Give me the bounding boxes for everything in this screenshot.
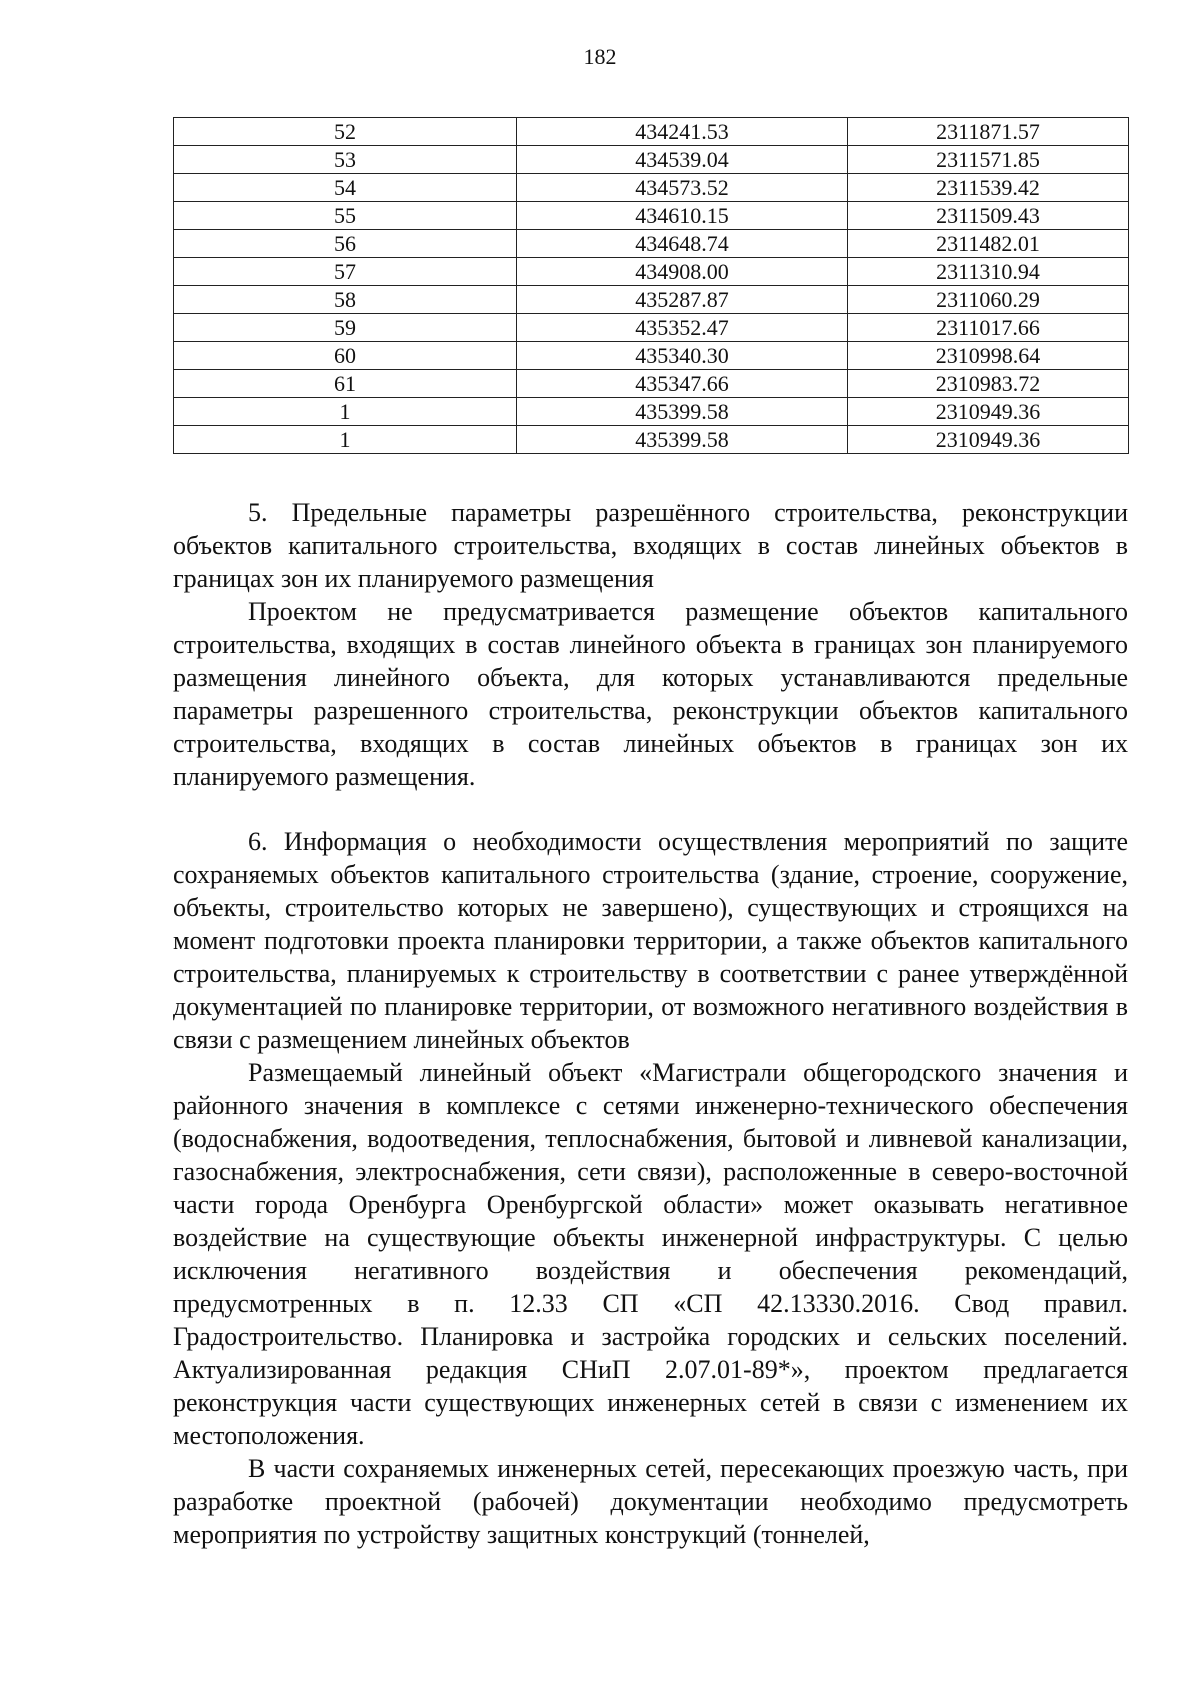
table-row (174, 174, 1129, 202)
point-number-cell: 55 (174, 202, 517, 230)
section-5-paragraph: Проектом не предусматривается размещение объектов капитального строительства, входящих в состав линейного объекта в границах зон планируемого размещения линейного объекта, для которых устанавливаются предельные параметры разрешенного строительства, реконструкции объектов капитального строительства, входящих в состав линейных объектов в границах зон их планируемого размещения. (173, 597, 1128, 791)
section-6-heading: 6. Информация о необходимости осуществления мероприятий по защите сохраняемых объектов капитального строительства (здание, строение, сооружение, объекты, строительство которых не завершено), существующих и строящихся на момент подготовки проекта планировки территории, а также объектов капитального строительства, планируемых к строительству в соответствии с ранее утверждённой документацией по планировке территории, от возможного негативного воздействия в связи с размещением линейных объектов (173, 827, 1128, 1054)
point-number-cell: 52 (174, 118, 517, 146)
table-row (174, 426, 1129, 454)
table-row (174, 230, 1129, 258)
point-number-cell: 54 (174, 174, 517, 202)
point-number-cell: 1 (174, 426, 517, 454)
coordinates-table (173, 117, 1129, 454)
x-coordinate-cell: 434573.52 (517, 174, 848, 202)
point-number-cell: 53 (174, 146, 517, 174)
y-coordinate-cell: 2311310.94 (848, 258, 1129, 286)
y-coordinate-cell: 2311571.85 (848, 146, 1129, 174)
table-row (174, 314, 1129, 342)
x-coordinate-cell: 435347.66 (517, 370, 848, 398)
table-row (174, 370, 1129, 398)
point-number-cell: 58 (174, 286, 517, 314)
table-row (174, 398, 1129, 426)
x-coordinate-cell: 435287.87 (517, 286, 848, 314)
section-5-heading: 5. Предельные параметры разрешённого строительства, реконструкции объектов капитального строительства, входящих в состав линейных объектов в границах зон их планируемого размещения (173, 498, 1128, 593)
x-coordinate-cell: 435340.30 (517, 342, 848, 370)
table-row (174, 286, 1129, 314)
point-number-cell: 57 (174, 258, 517, 286)
point-number-cell: 1 (174, 398, 517, 426)
point-number-cell: 56 (174, 230, 517, 258)
y-coordinate-cell: 2311017.66 (848, 314, 1129, 342)
section-5 (173, 496, 1128, 793)
point-number-cell: 60 (174, 342, 517, 370)
x-coordinate-cell: 435399.58 (517, 398, 848, 426)
x-coordinate-cell: 434539.04 (517, 146, 848, 174)
section-6-paragraph-2: В части сохраняемых инженерных сетей, пересекающих проезжую часть, при разработке проектной (рабочей) документации необходимо предусмотреть мероприятия по устройству защитных конструкций (тоннелей, (173, 1454, 1128, 1549)
table-row (174, 342, 1129, 370)
x-coordinate-cell: 434908.00 (517, 258, 848, 286)
y-coordinate-cell: 2310949.36 (848, 398, 1129, 426)
x-coordinate-cell: 435399.58 (517, 426, 848, 454)
table-row (174, 258, 1129, 286)
coordinates-table-body (174, 118, 1129, 454)
y-coordinate-cell: 2311509.43 (848, 202, 1129, 230)
table-row (174, 202, 1129, 230)
y-coordinate-cell: 2310998.64 (848, 342, 1129, 370)
x-coordinate-cell: 434648.74 (517, 230, 848, 258)
x-coordinate-cell: 435352.47 (517, 314, 848, 342)
y-coordinate-cell: 2311482.01 (848, 230, 1129, 258)
x-coordinate-cell: 434241.53 (517, 118, 848, 146)
table-row (174, 146, 1129, 174)
page-number: 182 (583, 44, 617, 69)
point-number-cell: 59 (174, 314, 517, 342)
point-number-cell: 61 (174, 370, 517, 398)
y-coordinate-cell: 2311871.57 (848, 118, 1129, 146)
y-coordinate-cell: 2310949.36 (848, 426, 1129, 454)
section-6-paragraph-1: Размещаемый линейный объект «Магистрали общегородского значения и районного значения в комплексе с сетями инженерно-технического обеспечения (водоснабжения, водоотведения, теплоснабжения, бытовой и ливневой канализации, газоснабжения, электроснабжения, сети связи), расположенные в северо-восточной части города Оренбурга Оренбургской области» может оказывать негативное воздействие на существующие объекты инженерной инфраструктуры. С целью исключения негативного воздействия и обеспечения рекомендаций, предусмотренных в п. 12.33 СП «СП 42.13330.2016. Свод правил. Градостроительство. Планировка и застройка городских и сельских поселений. Актуализированная редакция СНиП 2.07.01-89*», проектом предлагается реконструкция части существующих инженерных сетей в связи с изменением их местоположения. (173, 1058, 1128, 1450)
y-coordinate-cell: 2311060.29 (848, 286, 1129, 314)
y-coordinate-cell: 2310983.72 (848, 370, 1129, 398)
section-6 (173, 825, 1128, 1551)
table-row (174, 118, 1129, 146)
x-coordinate-cell: 434610.15 (517, 202, 848, 230)
y-coordinate-cell: 2311539.42 (848, 174, 1129, 202)
